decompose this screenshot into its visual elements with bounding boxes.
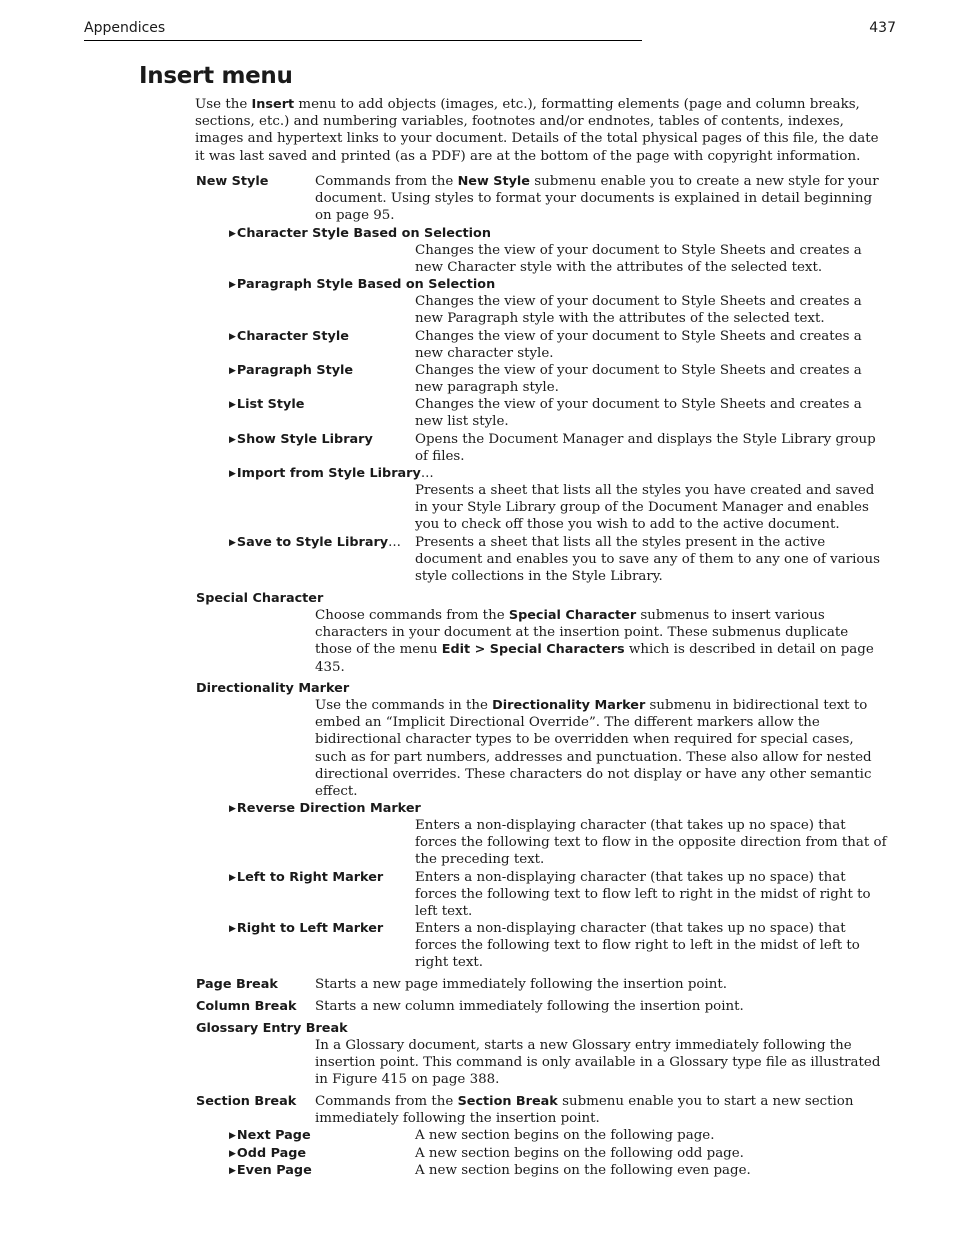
triangle-right-icon: ▶: [229, 469, 236, 479]
intro-paragraph: Use the Insert menu to add objects (images, etc.), formatting elements (page and column breaks, sections, etc.) and numbering variables, footnotes and/or endnotes, tables of contents, indexes, images and hypertext links to your document. Details of the total physical pages of this file, the date it was last saved and printed (as a PDF) are at the bottom of the page with copyright information.: [195, 97, 879, 164]
page-title: Insert menu: [139, 63, 293, 89]
triangle-right-icon: ▶: [229, 280, 236, 290]
subdesc-odd-page: A new section begins on the following odd page.: [415, 1146, 744, 1161]
subdesc-right-to-left-marker: Enters a non-displaying character (that takes up no space) that forces the following text to flow right to left in the midst of left to right text.: [415, 921, 860, 971]
triangle-right-icon: ▶: [229, 1166, 236, 1176]
triangle-right-icon: ▶: [229, 804, 236, 814]
term-column-break: Column Break: [196, 999, 297, 1014]
term-page-break: Page Break: [196, 977, 278, 992]
subdesc-paragraph-style-based-on-selection: Changes the view of your document to Style Sheets and creates a new Paragraph style with the attributes of the selected text.: [415, 294, 862, 327]
term-special-character: Special Character: [196, 591, 324, 606]
subdesc-show-style-library: Opens the Document Manager and displays the Style Library group of files.: [415, 432, 876, 465]
subdesc-character-style-based-on-selection: Changes the view of your document to Style Sheets and creates a new Character style with the attributes of the selected text.: [415, 243, 862, 276]
triangle-right-icon: ▶: [229, 924, 236, 934]
triangle-right-icon: ▶: [229, 366, 236, 376]
desc-special-character: Choose commands from the Special Character submenus to insert various characters in your document at the insertion point. These submenus duplicate those of the menu Edit > Special Characters which is described in detail on page 435.: [315, 608, 874, 675]
term-glossary-entry-break: Glossary Entry Break: [196, 1021, 348, 1036]
triangle-right-icon: ▶: [229, 435, 236, 445]
triangle-right-icon: ▶: [229, 400, 236, 410]
subdesc-save-to-style-library: Presents a sheet that lists all the styles present in the active document and enables you to save any of them to any one of various style collections in the Style Library.: [415, 535, 880, 585]
term-directionality-marker: Directionality Marker: [196, 681, 350, 696]
subdesc-list-style: Changes the view of your document to Style Sheets and creates a new list style.: [415, 397, 862, 430]
header-rule: [84, 40, 642, 41]
term-new-style: New Style: [196, 174, 269, 189]
subdesc-reverse-direction-marker: Enters a non-displaying character (that takes up no space) that forces the following text to flow in the opposite direction from that of the preceding text.: [415, 818, 887, 868]
triangle-right-icon: ▶: [229, 332, 236, 342]
desc-new-style: Commands from the New Style submenu enable you to create a new style for your document. Using styles to format your documents is explained in detail beginning on page 95.: [315, 174, 879, 224]
subdesc-import-from-style-library: Presents a sheet that lists all the styles you have created and saved in your Style Library group of the Document Manager and enables you to check off those you wish to add to the active document.: [415, 483, 875, 533]
triangle-right-icon: ▶: [229, 1131, 236, 1141]
header-section: Appendices: [84, 20, 166, 36]
desc-section-break: Commands from the Section Break submenu enable you to start a new section immediately following the insertion point.: [315, 1094, 854, 1127]
subdesc-left-to-right-marker: Enters a non-displaying character (that takes up no space) that forces the following text to flow left to right in the midst of right to left text.: [415, 870, 871, 920]
subdesc-next-page: A new section begins on the following page.: [415, 1128, 715, 1143]
desc-page-break: Starts a new page immediately following the insertion point.: [315, 977, 728, 992]
term-section-break: Section Break: [196, 1094, 297, 1109]
desc-glossary-entry-break: In a Glossary document, starts a new Glossary entry immediately following the insertion point. This command is only available in a Glossary type file as illustrated in Figure 415 on page 388.: [315, 1038, 881, 1088]
subdesc-character-style: Changes the view of your document to Style Sheets and creates a new character style.: [415, 329, 862, 362]
triangle-right-icon: ▶: [229, 1149, 236, 1159]
desc-directionality-marker: Use the commands in the Directionality Marker submenu in bidirectional text to embed an “Implicit Directional Override”. The different markers allow the bidirectional character types to be overridden when required for special cases, such as for part numbers, addresses and punctuation. These also allow for nested directional overrides. These characters do not display or have any other semantic effect.: [315, 698, 872, 800]
triangle-right-icon: ▶: [229, 538, 236, 548]
page-number: 437: [869, 20, 896, 36]
subdesc-even-page: A new section begins on the following even page.: [415, 1163, 751, 1178]
subdesc-paragraph-style: Changes the view of your document to Style Sheets and creates a new paragraph style.: [415, 363, 862, 396]
running-header: [84, 20, 896, 42]
triangle-right-icon: ▶: [229, 229, 236, 239]
triangle-right-icon: ▶: [229, 873, 236, 883]
desc-column-break: Starts a new column immediately following the insertion point.: [315, 999, 744, 1014]
